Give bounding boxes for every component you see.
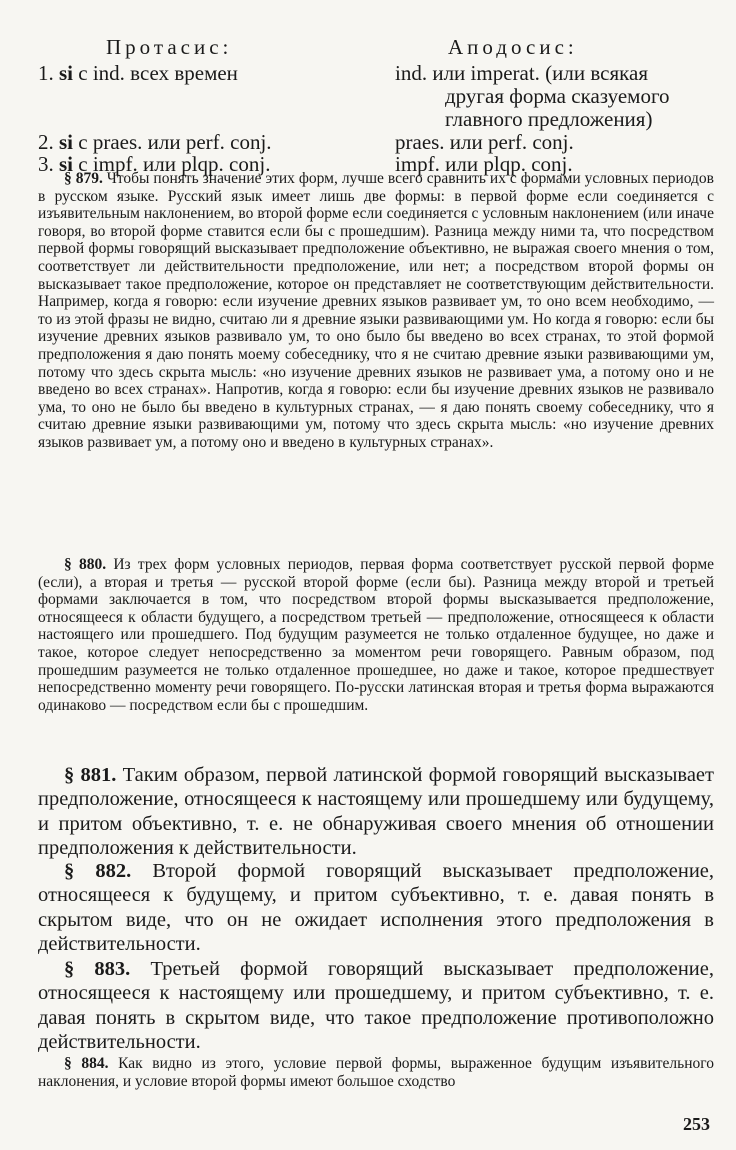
section-text: Из трех форм условных периодов, первая форма соответствует русской первой форме (если), а вторая и третья — русской второй форме (если бы). Разница между второй и третьей формами заключается в том, что посредством второй формы высказывается предположение, относящееся к области будущего, а посредством третьей — предположение, относящееся к области настоящего или прошедшего. Под будущим разумеется не только отдаленное будущее, но даже и такое, которое следует непосредственно за моментом речи говорящего. Равным образом, под прошедшим разумеется не только отдаленное прошедшее, но даже и такое, которое предшествует непосредственно моменту речи говорящего. По-русски латинская вторая и третья форма выражаются одинаково — посредством если бы с прошедшим. bbox=[38, 556, 715, 714]
row-number: 2. bbox=[38, 130, 54, 154]
schema-row-2 bbox=[38, 131, 718, 153]
protasis-text: c ind. всех времен bbox=[78, 61, 238, 85]
section-number: § 882. bbox=[64, 860, 132, 882]
row-number: 1. bbox=[38, 61, 54, 85]
section-number: § 880. bbox=[64, 556, 107, 573]
si-word: si bbox=[59, 130, 74, 154]
apodosis-line: impf. или plqp. conj. bbox=[395, 152, 573, 176]
section-text: Чтобы понять значение этих форм, лучше всего сравнить их с формами условных периодов в русском языке. Русский язык имеет лишь две формы: в первой форме если соединяется с изъявительным наклонением, во второй форме если соединяется с условным наклонением (или иначе говоря, во второй форме ставится если бы с прошедшим). Разница между ними та, что посредством первой формы говорящий высказывает предположение объективно, не выражая своего мнения о том, соответствует ли действительности предположение, или нет; а посредством второй формы он высказывает такое предположение, которое он представляет не соответствующим действительности. Например, когда я говорю: если изучение древних языков развивает ум, то оно всем необходимо, — то из этой фразы не видно, считаю ли я древние языки развивающими ум. Но когда я говорю: если бы изучение древних языков развивало ум, то оно было бы введено во всех странах, то этой формой предположения я даю понять моему собеседнику, что я не считаю древние языки развивающими ум, потому что здесь скрыта мысль: «но изучение древних языков не развивает ума, а потому оно и не введено во всех странах». Напротив, когда я говорю: если бы изучение древних языков не развивало ума, то оно не было бы введено в культурных странах, — я даю понять своему собеседнику, что я считаю древние языки развивающими ум, потому что здесь скрыта мысль: «но изучение древних языков развивает ум, а потому оно и введено в культурных странах». bbox=[38, 170, 714, 451]
apodosis-line: praes. или perf. conj. bbox=[395, 130, 574, 154]
si-word: si bbox=[59, 61, 74, 85]
protasis-cell-2 bbox=[38, 131, 378, 154]
apodosis-line: главного предложения) bbox=[445, 107, 653, 131]
section-text: Третьей формой говорящий высказывает предположение, относящееся к настоящему или прошедшему, и притом субъективно, т. е. давая понять в скрытом виде, что такое предположение противоположно действительности. bbox=[38, 958, 715, 1054]
apodosis-cell-2 bbox=[395, 131, 720, 154]
section-number: § 879. bbox=[64, 170, 103, 187]
apodosis-line: другая форма сказуемого bbox=[445, 84, 670, 108]
section-text: Таким образом, первой латинской формой говорящий высказывает предположение, относящееся к настоящему или прошедшему или будущему, и притом объективно, т. е. не обнаруживая своего мнения об отношении предположения к действительности. bbox=[38, 764, 714, 860]
protasis-cell-1 bbox=[38, 62, 378, 85]
conditional-schema-table bbox=[38, 36, 718, 175]
page-number: 253 bbox=[683, 1114, 710, 1134]
section-number: § 881. bbox=[64, 764, 117, 786]
section-880 bbox=[38, 556, 714, 714]
section-882 bbox=[38, 859, 714, 957]
section-text: Как видно из этого, условие первой формы, выраженное будущим изъявительного наклонения, и условие второй формы имеют большое сходство bbox=[38, 1055, 715, 1090]
protasis-text: c impf. или plqp. conj. bbox=[78, 152, 271, 176]
schema-header bbox=[38, 36, 718, 62]
row-number: 3. bbox=[38, 152, 54, 176]
si-word: si bbox=[59, 152, 74, 176]
protasis-heading: Протасис: bbox=[106, 35, 233, 59]
section-number: § 883. bbox=[64, 958, 131, 980]
section-879 bbox=[38, 170, 714, 452]
schema-row-1 bbox=[38, 62, 718, 131]
section-883 bbox=[38, 957, 714, 1055]
section-881 bbox=[38, 763, 714, 861]
apodosis-heading: Аподосис: bbox=[448, 35, 578, 59]
apodosis-line: ind. или imperat. (или всякая bbox=[395, 61, 649, 85]
section-884 bbox=[38, 1055, 714, 1090]
section-text: Второй формой говорящий высказывает предположение, относящееся к будущему, и притом субъективно, т. е. давая понять в скрытом виде, что он не ожидает исполнения этого предположения в действительности. bbox=[38, 860, 715, 956]
apodosis-cell-1 bbox=[395, 62, 720, 131]
protasis-text: c praes. или perf. conj. bbox=[78, 130, 272, 154]
section-number: § 884. bbox=[64, 1055, 109, 1072]
